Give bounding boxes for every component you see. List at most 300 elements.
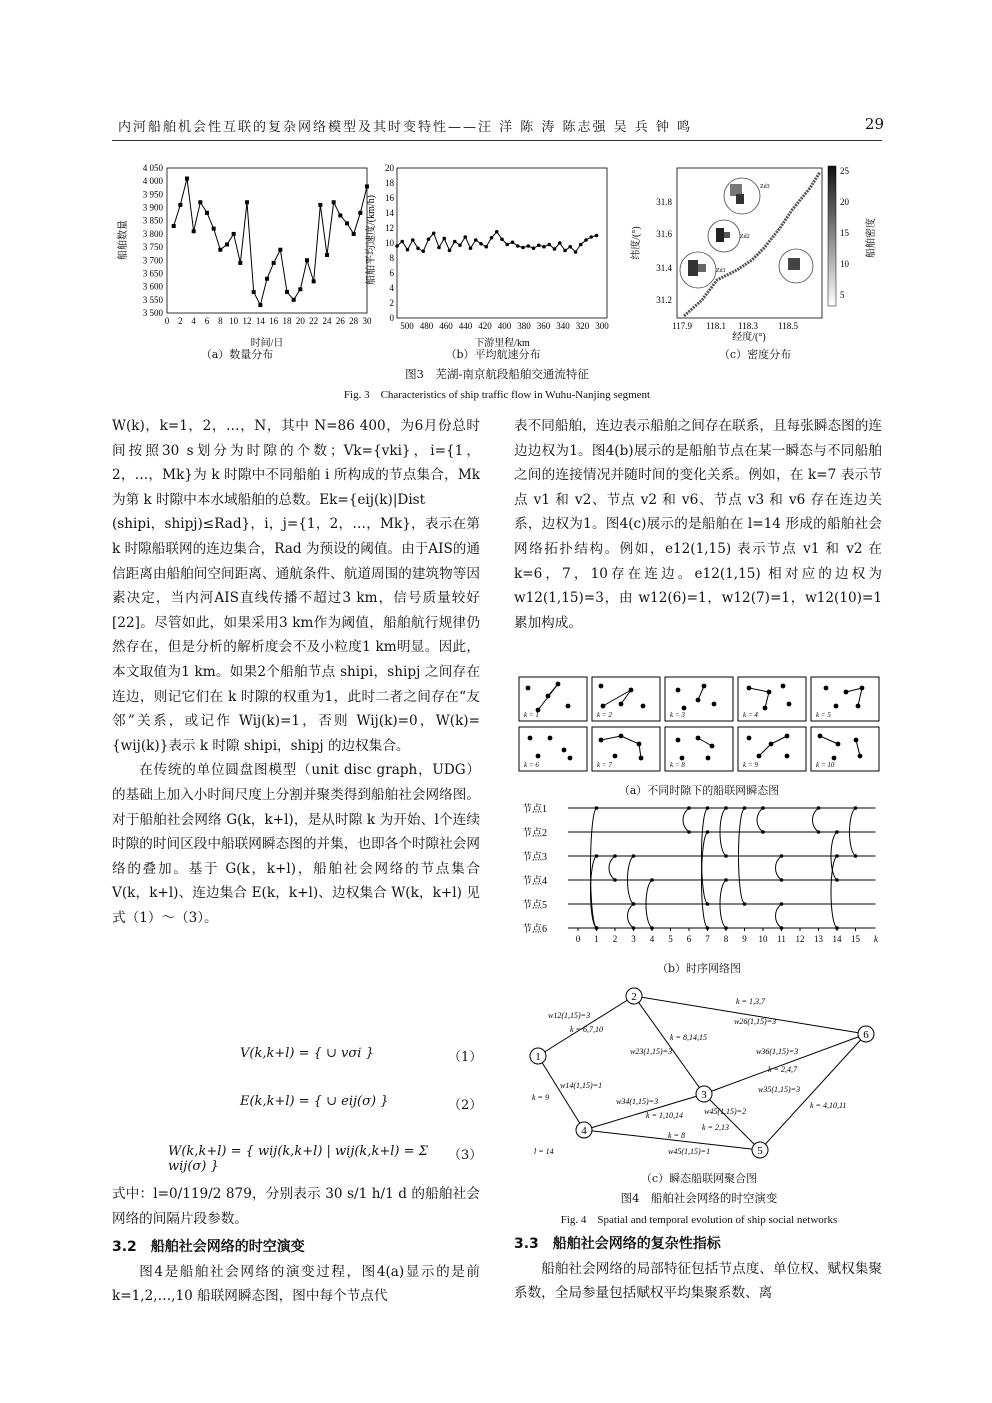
fig3a-xtick: 20 [295, 316, 305, 326]
fig3c-xtick: 118.3 [738, 321, 758, 331]
fig3b-point [474, 238, 478, 242]
fig3a-point [298, 287, 302, 291]
snapshot-frame [738, 727, 806, 771]
fig3a-point [358, 211, 362, 215]
fig3a-point [218, 248, 222, 252]
fig3a-point [272, 261, 276, 265]
ship-node [858, 754, 863, 759]
zone-label-zd1: Zd1 [716, 268, 726, 274]
edge-label: w26(1,15)=3 [734, 1017, 777, 1026]
fig3c-caption: （c）密度分布 [718, 348, 792, 361]
node-row-label: 节点6 [522, 924, 547, 935]
node-row-label: 节点2 [522, 828, 547, 839]
ship-node [568, 756, 573, 761]
ship-node [763, 706, 768, 711]
snapshot-label: k = 7 [597, 761, 612, 769]
equation-1-number: （1） [448, 1050, 483, 1065]
fig3a-ytick: 4 050 [142, 163, 163, 173]
fig3b-point [568, 245, 572, 249]
node-row-label: 节点4 [522, 876, 547, 887]
colorbar-tick: 5 [840, 290, 845, 300]
fig3b-xtick: 400 [497, 321, 512, 331]
contact-edge [628, 904, 634, 928]
edge-label: k = 1,3,7 [736, 997, 765, 1006]
fig3b-xtick: 500 [400, 321, 414, 331]
fig3b-point [595, 234, 599, 238]
fig3a-point [325, 253, 329, 257]
fig3b-point [553, 247, 557, 251]
fig3b-point [574, 250, 578, 254]
ship-node [548, 736, 553, 741]
edge-label: w36(1,15)=3 [756, 1047, 799, 1056]
fig3c-ylabel: 纬度/(°) [631, 226, 642, 260]
ship-node [696, 698, 701, 703]
right-column-lower [514, 1232, 882, 1306]
colorbar-tick: 10 [840, 259, 849, 269]
left-para-2: (shipi，shipj)≤Rad}，i，j={1，2，…，Mk}，表示在第 k 时隙船联网的连边集合，Rad 为预设的阈值。由于AIS的通信距离由船舶间空间距离、通航条件、航道周围的建筑物等因素决定，当内河AIS直线传播不超过3 km，信号质量较好[22]。尽管如此，如果采用3 km作为阈值，船舶航行规律仍然存在，但是分析的解析度会不及小粒度1 km明显。因此，本文取值为1 km。如果2个船舶节点 shipi，shipj 之间存在连边，则记它们在 k 时隙的权重为1，此时二者之间存在“友邻”关系，或记作 Wij(k)=1，否则 Wij(k)=0，W(k)={wij(k)}表示 k 时隙 shipi，shipj 的边权集合。 [112, 516, 480, 754]
fig3b-ytick: 6 [389, 268, 394, 278]
ship-node [860, 686, 865, 691]
time-axis-label: k [874, 934, 878, 944]
time-tick: 14 [832, 934, 842, 944]
fig3b-xtick: 300 [595, 321, 609, 331]
equation-3-number: （3） [448, 1148, 483, 1163]
node-row-label: 节点5 [522, 900, 547, 911]
fig3b-point [448, 249, 452, 253]
fig3c-ytick: 31.8 [656, 197, 672, 207]
left-para-3: 在传统的单位圆盘图模型（unit disc graph，UDG）的基础上加入小时间尺度上分割并聚类得到船舶社会网络图。对于船舶社会网络 G(k，k+l)，是从时隙 k 为开始、l个连续时隙的时间区段中船联网瞬态图的并集，也即各个时隙社会网络的叠加。基于 G(k，k+l)，船舶社会网络的节点集合 V(k，k+l)、连边集合 E(k，k+l)、边权集合 W(k，k+l) 见式（1）～（3）。 [112, 762, 480, 926]
ship-node [834, 704, 839, 709]
snapshot-label: k = 2 [597, 711, 612, 719]
fig3a-xtick: 22 [309, 316, 319, 326]
time-tick: 3 [631, 934, 636, 944]
fig3a-xtick: 0 [164, 316, 170, 326]
snapshot-frame [665, 677, 733, 721]
fig3a-point [278, 248, 282, 252]
fig3a-point [292, 298, 296, 302]
fig4b-temporal-network [520, 798, 884, 978]
fig3b-point [558, 241, 562, 245]
ship-node [781, 684, 786, 689]
fig3a-xtick: 26 [335, 316, 345, 326]
fig3a-point [205, 211, 209, 215]
fig3b-point [453, 240, 457, 244]
network-node-label: 1 [535, 1051, 541, 1063]
ship-node [601, 704, 606, 709]
left-para-1: W(k)，k=1，2，…，N，其中 N=86 400，为6月份总时间按照30 s划分为时隙的个数；Vk={vki}，i={1，2，…，Mk}为 k 时隙中不同船舶 i 所构成的节点集合，Mk 为第 k 时隙中本水域船舶的总数。Ek={eij(k)|Dist [112, 418, 480, 508]
fig3b-ytick: 18 [385, 178, 394, 188]
fig3b-ytick: 2 [389, 298, 394, 308]
fig3a-xtick: 16 [269, 316, 279, 326]
ship-node [619, 702, 624, 707]
fig4a-caption: （a）不同时隙下的船联网瞬态图 [618, 784, 780, 797]
fig4c-caption: （c）瞬态船联网聚合图 [640, 1172, 758, 1185]
edge-2-3 [634, 996, 704, 1094]
snapshot-frame [519, 727, 587, 771]
fig3b-ylabel: 船舶平均速度/(km/h) [366, 195, 377, 285]
edge-label: w35(1,15)=3 [758, 1085, 801, 1094]
fig3b-point [532, 246, 536, 250]
ship-node [757, 754, 762, 759]
fig3a-point [318, 203, 322, 207]
fig3a-point [345, 221, 349, 225]
ship-node [562, 748, 567, 753]
edge-label: k = 8,14,15 [670, 1033, 707, 1042]
ship-node [536, 754, 541, 759]
colorbar-tick: 15 [840, 228, 849, 238]
fig3a-ylabel: 船舶数量 [118, 220, 129, 260]
ship-node [613, 754, 618, 759]
network-node-label: 6 [863, 1029, 869, 1041]
ship-node [566, 704, 571, 709]
fig3b-point [521, 246, 525, 250]
time-tick: 6 [686, 934, 692, 944]
contact-edge [609, 856, 615, 880]
fig3a-plot [116, 163, 372, 349]
edge-label: w14(1,15)=1 [560, 1081, 603, 1090]
fig3c-xtick: 118.1 [706, 321, 726, 331]
equation-1: V(k,k+l) = { ∪ vσi } [240, 1046, 374, 1061]
snapshot-frame [738, 677, 806, 721]
ship-node [682, 706, 687, 711]
header-rule [112, 140, 882, 141]
ship-node [702, 684, 707, 689]
time-tick: 0 [575, 934, 581, 944]
fig3b-point [432, 231, 436, 235]
ship-node [769, 742, 774, 747]
edge-label: w12(1,15)=3 [548, 1011, 591, 1020]
figure-3 [112, 158, 892, 368]
colorbar-tick: 25 [840, 166, 849, 176]
fig3b-xtick: 320 [575, 321, 590, 331]
fig3a-ytick: 3 850 [142, 215, 163, 226]
fig4a-frames [518, 676, 884, 776]
ship-node [676, 688, 681, 693]
edge-label: k = 8 [668, 1131, 685, 1140]
time-tick: 8 [723, 934, 729, 944]
snapshot-label: k = 8 [670, 761, 685, 769]
ship-node [854, 738, 859, 743]
time-tick: 13 [814, 934, 823, 944]
page-number: 29 [864, 115, 884, 133]
fig3a-ytick: 3 550 [142, 294, 163, 305]
node-row-label: 节点1 [522, 804, 547, 815]
network-node-label: 5 [757, 1145, 763, 1157]
fig3a-point [365, 184, 369, 188]
fig3b-point [505, 243, 509, 247]
fig3b-xtick: 360 [536, 321, 551, 331]
fig3a-series-line [174, 179, 367, 306]
contact-edge [757, 808, 763, 832]
fig3b-point [469, 246, 473, 250]
fig3b-xtick: 460 [439, 321, 453, 331]
fig3b-point [427, 237, 431, 241]
snapshot-frame [665, 727, 733, 771]
edge-label: w45(1,15)=2 [704, 1107, 747, 1116]
fig3b-xtick: 340 [556, 321, 570, 331]
ship-node [747, 736, 752, 741]
fig3c-ytick: 31.2 [656, 295, 672, 305]
ship-node [856, 704, 861, 709]
fig3b-ytick: 16 [385, 193, 394, 203]
fig3b-point [395, 244, 399, 248]
fig3b-point [542, 245, 546, 249]
edge-label: w45(1,15)=1 [668, 1147, 711, 1156]
time-tick: 1 [594, 934, 599, 944]
snapshot-label: k = 6 [524, 761, 539, 769]
edge-3-5 [704, 1094, 760, 1150]
network-node-label: 4 [581, 1125, 587, 1137]
time-tick: 4 [649, 934, 655, 944]
fig3-caption-en: Fig. 3 Characteristics of ship traffic flow in Wuhu-Nanjing segment [343, 389, 651, 401]
ship-node [696, 736, 701, 741]
fig3a-point [332, 200, 336, 204]
fig4c-aggregated-network [520, 980, 884, 1166]
fig3b-xtick: 440 [458, 321, 473, 331]
fig3b-point [579, 243, 583, 247]
ship-node [629, 688, 634, 693]
fig3b-ytick: 8 [389, 253, 394, 263]
edge-label: k = 1,10,14 [646, 1111, 683, 1120]
fig3a-xtick: 28 [349, 316, 359, 326]
fig3a-point [198, 200, 202, 204]
ship-node [785, 754, 790, 759]
snapshot-label: k = 1 [524, 711, 539, 719]
fig3b-ytick: 12 [385, 223, 394, 233]
fig3b-point [537, 243, 541, 247]
ship-node [832, 756, 837, 761]
left-para-4: 式中：l=0/119/2 879，分别表示 30 s/1 h/1 d 的船舶社会网络的间隔片段参数。 [112, 1186, 480, 1227]
snapshot-label: k = 3 [670, 711, 685, 719]
fig3a-point [258, 303, 262, 307]
fig3a-xtick: 8 [218, 316, 223, 326]
fig3b-ytick: 14 [385, 208, 394, 218]
right-para-1: 表不同船舶，连边表示船舶之间存在联系，且每张瞬态图的连边边权为1。图4(b)展示的是船舶节点在某一瞬态与不同船舶之间的连接情况并随时间的变化关系。例如，在 k=7 表示节点 v1 和 v2、节点 v2 和 v6、节点 v3 和 v6 存在连边关系，边权为1。图4(c)展示的是船舶在 l=14 形成的船舶社会网络拓扑结构。例如，e12(1,15) 表示节点 v1 和 v2 在 k=6，7，10存在连边。e12(1,15) 相对应的边权为 w12(1,15)=3，由 w12(6)=1，w12(7)=1，w12(10)=1 累加构成。 [514, 418, 882, 631]
fig3b-ytick: 20 [385, 163, 394, 173]
colorbar-label: 船舶密度 [866, 218, 877, 258]
fig3b-ytick: 4 [389, 283, 394, 293]
fig3a-ytick: 3 950 [142, 189, 163, 200]
fig3b-point [416, 246, 420, 250]
fig3a-point [352, 232, 356, 236]
edge-label: k = 6,7,10 [570, 1025, 603, 1034]
snapshot-label: k = 9 [743, 761, 758, 769]
snapshot-frame [811, 677, 879, 721]
left-column [112, 414, 480, 930]
fig3b-point [547, 243, 551, 247]
fig3a-point [312, 279, 316, 283]
time-tick: 15 [851, 934, 860, 944]
fig3a-point [252, 290, 256, 294]
ship-node [639, 756, 644, 761]
ship-node [676, 738, 681, 743]
fig3a-xtick: 10 [229, 316, 239, 326]
fig3b-point [584, 238, 588, 242]
ship-node [844, 690, 849, 695]
fig3a-xtick: 2 [178, 316, 183, 326]
edge-label: k = 2,4,7 [768, 1065, 797, 1074]
fig3b-xtick: 420 [478, 321, 492, 331]
edge-label: w34(1,15)=3 [616, 1097, 659, 1106]
ship-node [637, 742, 642, 747]
ship-node [712, 702, 717, 707]
ship-node [787, 702, 792, 707]
fig3b-xlabel: 下游里程/km [474, 338, 530, 349]
fig3a-ytick: 3 700 [142, 255, 163, 266]
time-tick: 2 [612, 934, 618, 944]
fig3b-point [516, 244, 520, 248]
fig4-caption-en: Fig. 4 Spatial and temporal evolution of ship social networks [560, 1214, 838, 1226]
fig3a-point [192, 229, 196, 233]
equation-2-number: （2） [448, 1098, 483, 1113]
fig3a-ytick: 3 500 [142, 308, 163, 318]
fig3a-xtick: 12 [242, 316, 252, 326]
fig3a-xtick: 6 [204, 316, 210, 326]
fig3b-point [526, 244, 530, 248]
fig3b-ytick: 0 [389, 313, 394, 323]
fig3a-point [232, 232, 236, 236]
fig3a-point [285, 290, 289, 294]
ship-node [824, 686, 829, 691]
node-row-label: 节点3 [522, 852, 547, 863]
colorbar [828, 166, 836, 306]
fig3a-point [238, 261, 242, 265]
equation-3: W(k,k+l) = { wij(k,k+l) | wij(k,k+l) = Σ wij(σ) } [168, 1144, 428, 1174]
fig3b-point [563, 249, 567, 253]
snapshot-frame [592, 727, 660, 771]
fig3-caption-cn: 图3 芜湖-南京航段船舶交通流特征 [405, 367, 589, 381]
edge-label: k = 9 [532, 1093, 549, 1102]
fig3c-map [629, 166, 877, 343]
contact-edge [683, 808, 689, 832]
network-node-label: 2 [631, 991, 637, 1003]
fig4-caption-cn: 图4 船舶社会网络的时空演变 [620, 1191, 778, 1205]
contact-edge [776, 856, 782, 880]
fig3a-xtick: 14 [255, 316, 265, 326]
fig3b-point [421, 249, 425, 253]
fig3b-xtick: 480 [419, 321, 434, 331]
ship-node [706, 756, 711, 761]
fig3b-point [437, 246, 441, 250]
fig3a-ytick: 3 600 [142, 281, 163, 292]
ship-node [767, 690, 772, 695]
ship-node [641, 704, 646, 709]
fig3b-point [484, 245, 488, 249]
fig3a-point [172, 224, 176, 228]
time-tick: 12 [795, 934, 805, 944]
ship-node [619, 734, 624, 739]
fig3c-ytick: 31.6 [656, 229, 672, 239]
ship-node [818, 734, 823, 739]
snapshot-frame [811, 727, 879, 771]
ship-node [599, 738, 604, 743]
fig3c-xlabel: 经度/(°) [732, 332, 766, 343]
network-node-label: 3 [701, 1089, 707, 1101]
fig3b-series-line [397, 232, 597, 252]
fig3a-xlabel: 时间/日 [250, 338, 284, 349]
fig3a-ytick: 3 750 [142, 242, 163, 253]
snapshot-label: k = 5 [816, 711, 831, 719]
edge-label: w23(1,15)=3 [630, 1047, 673, 1056]
left-column-lower [112, 1182, 480, 1309]
time-tick: 5 [668, 934, 673, 944]
fig3a-point [245, 200, 249, 204]
fig3b-point [500, 237, 504, 241]
fig4a-snapshots [518, 676, 884, 776]
fig3b-point [406, 248, 410, 252]
fig3a-point [225, 242, 229, 246]
fig3b-point [400, 240, 404, 244]
fig3a-xtick: 30 [362, 316, 372, 326]
left-para-5: 图4是船舶社会网络的演变过程，图4(a)显示的是前 k=1,2,…,10 船联网瞬态图，图中每个节点代 [112, 1263, 480, 1305]
snapshot-label: k = 10 [816, 761, 835, 769]
colorbar-tick: 20 [840, 197, 849, 207]
fig3b-ytick: 10 [385, 238, 394, 248]
ship-node [680, 756, 685, 761]
right-column [514, 414, 882, 635]
snapshot-frame [519, 677, 587, 721]
fig3b-point [495, 230, 499, 234]
fig3b-point [589, 235, 593, 239]
fig3c-ytick: 31.4 [656, 263, 672, 273]
fig3c-xtick: 118.5 [778, 321, 798, 331]
fig3b-xtick: 380 [517, 321, 531, 331]
time-tick: 11 [777, 934, 786, 944]
fig3b-point [463, 235, 467, 239]
fig3b-plot [364, 163, 609, 349]
fig3a-xtick: 24 [322, 316, 332, 326]
ship-node [836, 742, 841, 747]
fig3b-point [511, 240, 515, 244]
ship-node [556, 682, 561, 687]
fig3a-point [212, 227, 216, 231]
fig3b-point [458, 243, 462, 247]
fig4b-caption: （b）时序网络图 [656, 962, 742, 975]
fig3b-point [479, 242, 483, 246]
fig3a-point [178, 203, 182, 207]
snapshot-label: k = 4 [743, 711, 758, 719]
fig3b-caption: （b）平均航速分布 [445, 348, 541, 361]
fig3a-xtick: 18 [282, 316, 292, 326]
time-tick: 9 [742, 934, 747, 944]
edge-label: l = 14 [534, 1147, 554, 1156]
fig3a-caption: （a）数量分布 [200, 348, 274, 361]
fig3a-ytick: 3 650 [142, 268, 163, 279]
fig3a-ytick: 3 900 [142, 202, 163, 213]
right-para-2: 船舶社会网络的局部特征包括节点度、单位权、赋权集聚系数，全局参量包括赋权平均集聚系数、离 [514, 1260, 882, 1302]
fig3c-xtick: 117.9 [672, 321, 692, 331]
section-3-2-heading: 3.2 船舶社会网络的时空演变 [112, 1239, 305, 1256]
time-tick: 7 [705, 934, 710, 944]
zone-label-zd3: Zd3 [760, 184, 770, 190]
contact-edge [776, 904, 782, 928]
fig3a-ytick: 3 800 [142, 228, 163, 239]
contact-edge [813, 808, 819, 832]
fig3a-point [305, 258, 309, 262]
fig3a-point [338, 213, 342, 217]
fig3b-point [411, 238, 415, 242]
fig3a-ytick: 4 000 [142, 176, 163, 187]
running-title: 内河船舶机会性互联的复杂网络模型及其时变特性——汪 洋 陈 涛 陈志强 吴 兵 钟 鸣 [118, 120, 693, 135]
edge-label: k = 4,10,11 [810, 1101, 847, 1110]
ship-node [546, 694, 551, 699]
ship-node [528, 736, 533, 741]
ship-node [710, 744, 715, 749]
ship-node [747, 686, 752, 691]
edge-label: k = 2,13 [702, 1123, 729, 1132]
section-3-3-heading: 3.3 船舶社会网络的复杂性指标 [514, 1236, 721, 1252]
fig3b-point [490, 236, 494, 240]
